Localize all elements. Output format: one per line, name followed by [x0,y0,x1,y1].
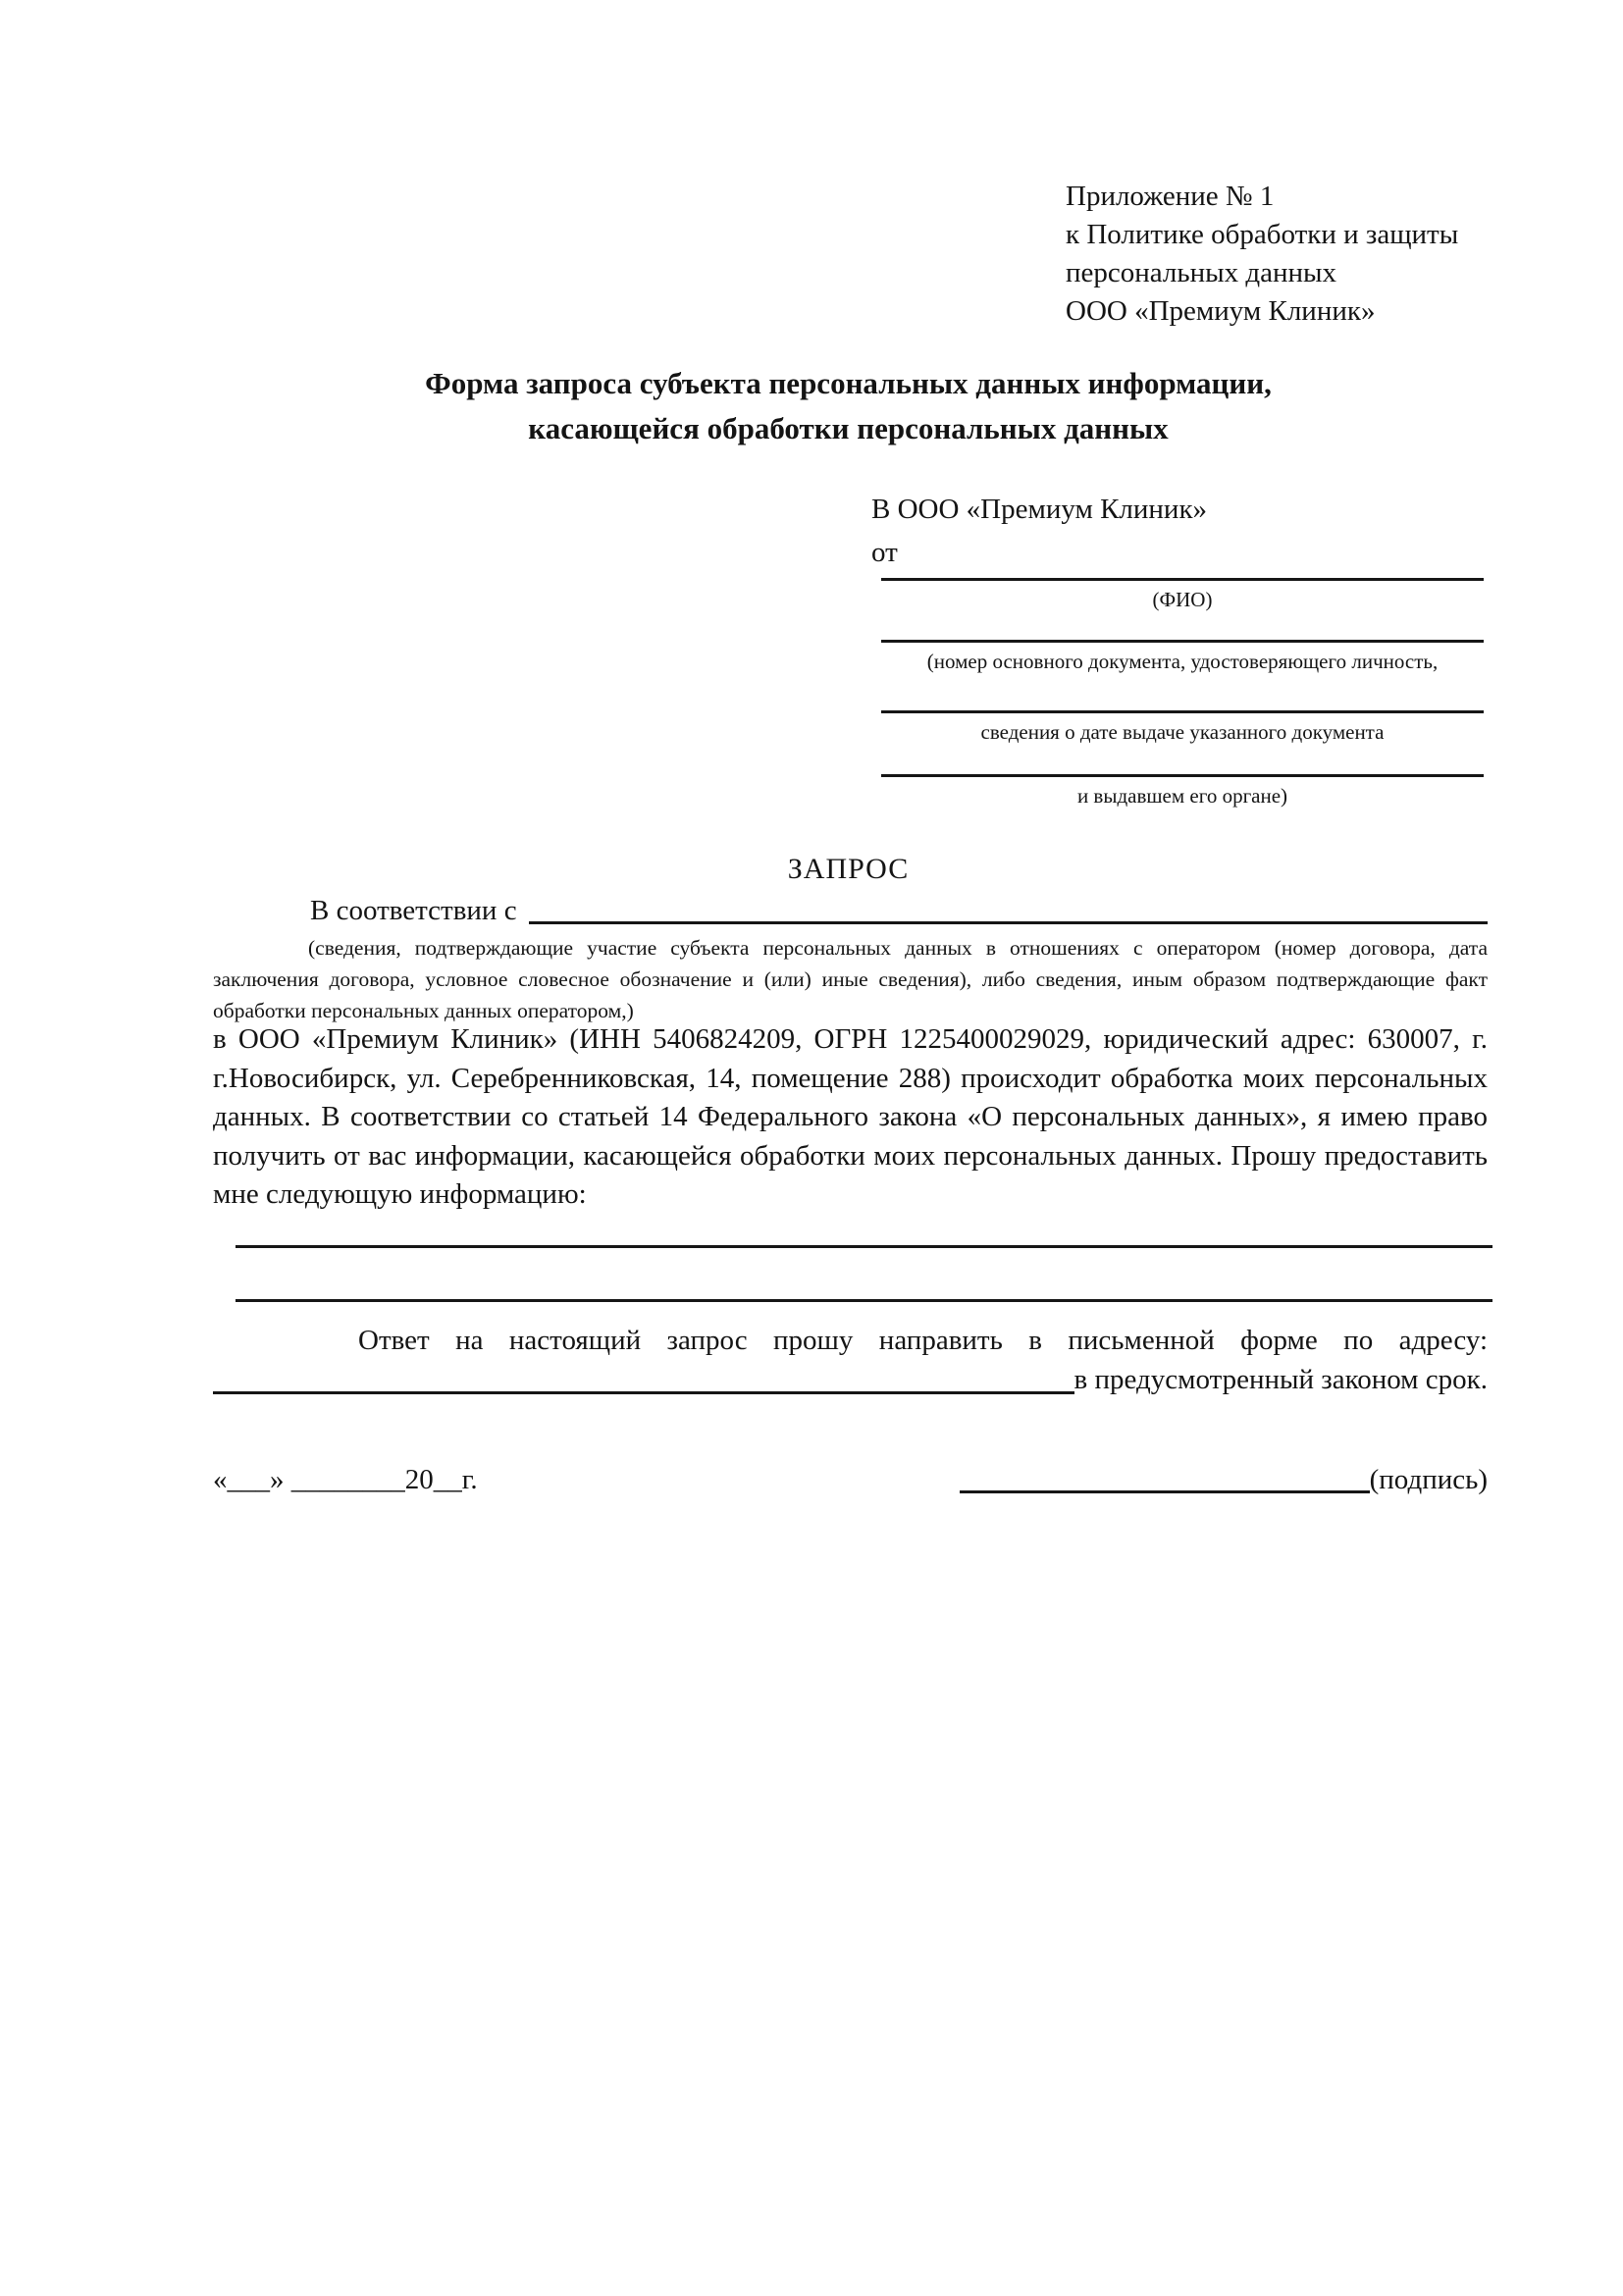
appendix-line: к Политике обработки и защиты [1066,219,1459,250]
signature-caption: (подпись) [1369,1464,1488,1495]
legal-note: (сведения, подтверждающие участие субъекта персональных данных в отношениях с оператором (номер договора, дата заключения договора, условное словесное обозначение и (или) иные сведения), либо сведения, иным образом подтверждающие факт обработки персональных данных оператором,) [213,936,1488,1022]
info-field-line-1 [236,1245,1492,1248]
appendix-note [1066,178,1507,331]
issuing-authority-field-caption: и выдавшем его органе) [1076,784,1288,808]
appendix-line: персональных данных [1066,257,1337,288]
basis-field-line [529,892,1488,924]
address-field-line [213,1360,1074,1394]
recipient-to: В ООО «Премиум Клиник» [871,494,1208,525]
request-heading: ЗАПРОС [787,853,910,885]
fio-field-caption: (ФИО) [1152,588,1213,611]
date-field: «___» ________20__г. [213,1464,478,1495]
recipient-from-label: от [871,537,898,568]
page-title-line: касающейся обработки персональных данных [528,411,1169,445]
page-title [213,361,1484,451]
signature-row [213,1460,1488,1499]
reply-address-line [213,1360,1488,1399]
basis-prefix: В соответствии с [310,895,517,926]
request-body: в ООО «Премиум Клиник» (ИНН 5406824209, ОГРН 1225400029029, юридический адрес: 630007, г. г.Новосибирск, ул. Серебренниковская, 14, помещение 288) происходит обработка моих персональных данных. В соответствии со статьей 14 Федерального закона «О персональных данных», я имею право получить от вас информации, касающейся обработки моих персональных данных. Прошу предоставить мне следующую информацию: [213,1023,1488,1210]
info-field-line-2 [236,1299,1492,1302]
basis-line [213,892,1488,929]
reply-paragraph: Ответ на настоящий запрос прошу направить в письменной форме по адресу: [358,1325,1488,1356]
recipient-block [871,488,1486,574]
issuing-authority-field-line [881,774,1484,777]
signature-field-line [960,1460,1370,1493]
doc-number-field-caption: (номер основного документа, удостоверяющего личность, [926,650,1439,673]
issue-date-field-caption: сведения о дате выдаче указанного документа [980,720,1385,744]
issue-date-field-line [881,710,1484,713]
reply-deadline: в предусмотренный законом срок. [1073,1364,1488,1395]
appendix-line: ООО «Премиум Клиник» [1066,295,1376,327]
page-title-line: Форма запроса субъекта персональных данных информации, [425,366,1272,400]
signature-spacer [478,1460,960,1499]
doc-number-field-line [881,640,1484,643]
fio-field-line [881,578,1484,581]
appendix-line: Приложение № 1 [1066,181,1275,212]
